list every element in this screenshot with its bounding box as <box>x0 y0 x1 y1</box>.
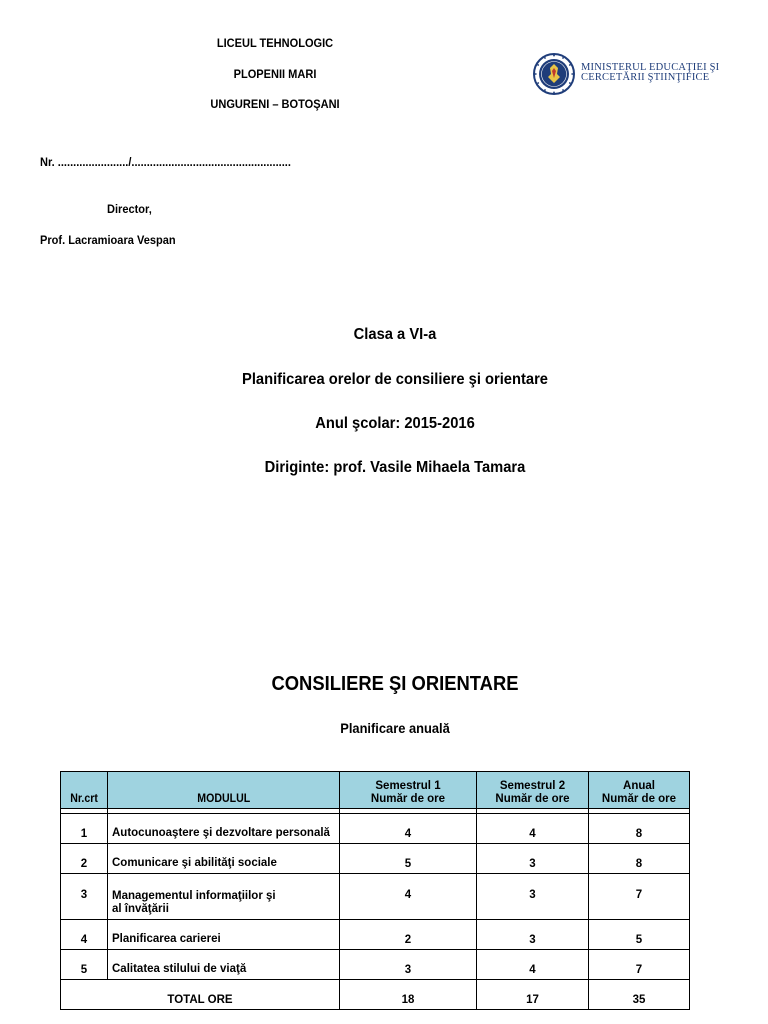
ministry-name-line-2: CERCETĂRII ŞTIINŢIFICE <box>581 72 710 83</box>
school-name-line-1: LICEUL TEHNOLOGIC <box>216 36 334 50</box>
table-row <box>61 844 690 874</box>
annual-hours: 8 <box>589 844 690 874</box>
ministry-crest-icon <box>532 52 576 96</box>
table-row <box>61 814 690 844</box>
column-header-annual: Anual Număr de ore <box>589 772 690 809</box>
table-row <box>61 920 690 950</box>
module-name: Autocunoaştere şi dezvoltare personală <box>108 814 340 844</box>
row-number: 2 <box>61 844 108 874</box>
column-header-module: MODULUL <box>108 772 340 809</box>
semester-1-hours: 2 <box>340 920 477 950</box>
annual-hours: 7 <box>589 950 690 980</box>
total-label: TOTAL ORE <box>61 980 340 1010</box>
semester-1-hours: 3 <box>340 950 477 980</box>
plan-title: Planificarea orelor de consiliere şi orientare <box>242 371 548 388</box>
annual-hours: 5 <box>589 920 690 950</box>
row-number: 3 <box>61 874 108 920</box>
column-header-semester-2: Semestrul 2 Număr de ore <box>477 772 589 809</box>
director-name: Prof. Lacramioara Vespan <box>40 233 176 247</box>
module-name: Planificarea carierei <box>108 920 340 950</box>
total-semester-2-hours: 17 <box>477 980 589 1010</box>
director-title: Director, <box>107 202 152 216</box>
total-annual-hours: 35 <box>589 980 690 1010</box>
semester-2-hours: 3 <box>477 844 589 874</box>
class-title: Clasa a VI-a <box>353 326 437 343</box>
semester-2-hours: 3 <box>477 920 589 950</box>
registration-number-line: Nr. ......................./.................................................... <box>40 155 291 169</box>
annual-hours: 8 <box>589 814 690 844</box>
ministry-name-line-1: MINISTERUL EDUCAŢIEI ŞI <box>581 62 720 73</box>
column-header-nr: Nr.crt <box>61 772 108 809</box>
table-total-row <box>61 980 690 1010</box>
table-header-row <box>61 772 690 809</box>
school-year: Anul şcolar: 2015-2016 <box>315 415 475 432</box>
row-number: 5 <box>61 950 108 980</box>
semester-1-hours: 4 <box>340 814 477 844</box>
annual-plan-table <box>60 771 690 1010</box>
table-row <box>61 874 690 920</box>
school-location-line: UNGURENI – BOTOŞANI <box>210 97 340 111</box>
row-number: 4 <box>61 920 108 950</box>
semester-2-hours: 4 <box>477 950 589 980</box>
total-semester-1-hours: 18 <box>340 980 477 1010</box>
row-number: 1 <box>61 814 108 844</box>
table-row <box>61 950 690 980</box>
section-subheading: Planificare anuală <box>340 720 450 736</box>
class-teacher: Diriginte: prof. Vasile Mihaela Tamara <box>264 459 526 476</box>
column-header-semester-1: Semestrul 1 Număr de ore <box>340 772 477 809</box>
semester-1-hours: 5 <box>340 844 477 874</box>
module-name: Managementul informaţiilor şi al învăţării <box>108 874 340 920</box>
annual-hours: 7 <box>589 874 690 920</box>
semester-2-hours: 4 <box>477 814 589 844</box>
semester-2-hours: 3 <box>477 874 589 920</box>
ministry-name <box>581 63 719 83</box>
school-name-line-2: PLOPENII MARI <box>233 67 317 81</box>
module-name: Comunicare şi abilităţi sociale <box>108 844 340 874</box>
module-name: Calitatea stilului de viaţă <box>108 950 340 980</box>
semester-1-hours: 4 <box>340 874 477 920</box>
section-heading: CONSILIERE ŞI ORIENTARE <box>271 673 519 695</box>
